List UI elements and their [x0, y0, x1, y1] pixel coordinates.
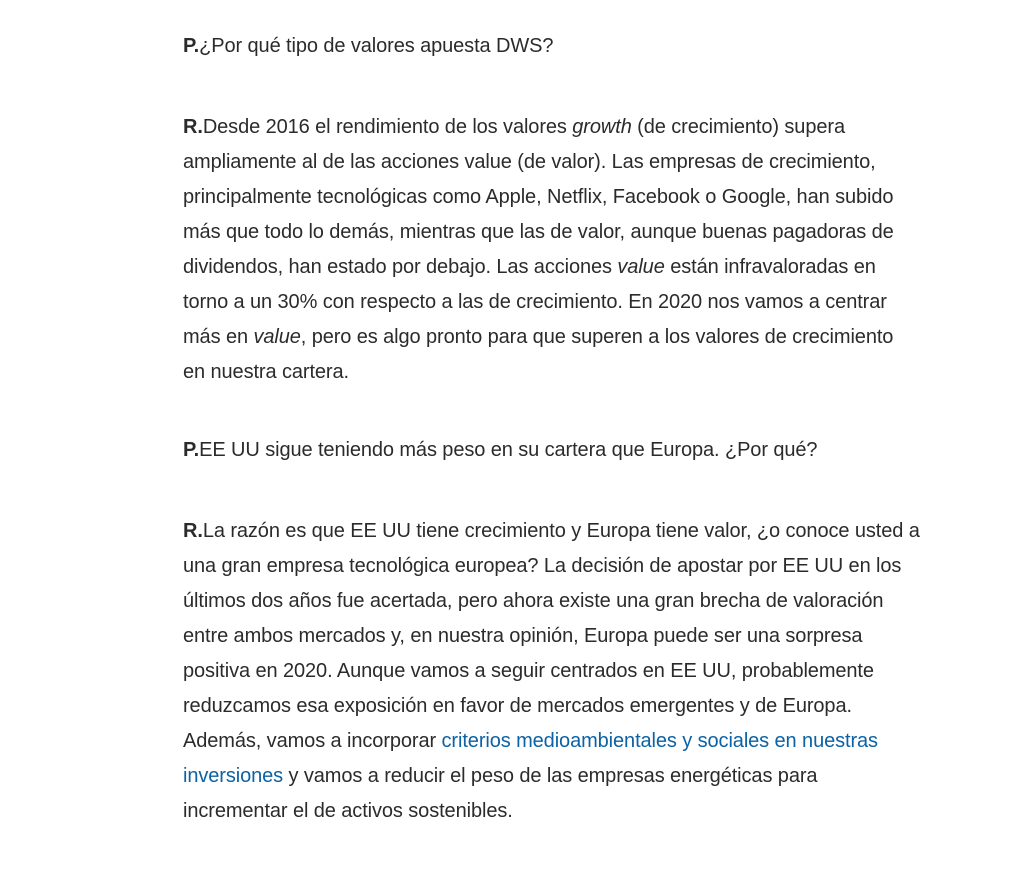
text-line [183, 145, 993, 180]
text-segment: (de crecimiento) supera [631, 116, 845, 138]
text-line [183, 619, 993, 654]
text-segment: y vamos a reducir el peso de las empresas energéticas para [283, 765, 818, 787]
question-label: P. [183, 439, 200, 461]
article-body [183, 29, 993, 872]
text-segment: dividendos, han estado por debajo. Las acciones [183, 256, 618, 278]
text-line [183, 433, 993, 468]
text-segment: ampliamente al de las acciones value (de valor). Las empresas de crecimiento, [183, 151, 876, 173]
text-line [183, 654, 993, 689]
text-line [183, 355, 993, 390]
text-segment: Desde 2016 el rendimiento de los valores [202, 116, 573, 138]
question-paragraph [183, 29, 993, 64]
emphasized-text: value [253, 326, 301, 348]
text-segment: una gran empresa tecnológica europea? La decisión de apostar por EE UU en los [183, 555, 902, 577]
emphasized-text: growth [572, 116, 632, 138]
text-line [183, 29, 993, 64]
answer-label: R. [183, 116, 203, 138]
text-segment: positiva en 2020. Aunque vamos a seguir centrados en EE UU, probablemente [183, 660, 874, 682]
text-line [183, 250, 993, 285]
text-line [183, 285, 993, 320]
text-line [183, 110, 993, 145]
text-line [183, 514, 993, 549]
text-segment: principalmente tecnológicas como Apple, Netflix, Facebook o Google, han subido [183, 186, 894, 208]
text-segment: últimos dos años fue acertada, pero ahora existe una gran brecha de valoración [183, 590, 884, 612]
text-segment: Además, vamos a incorporar [183, 730, 442, 752]
text-line [183, 215, 993, 250]
text-line [183, 794, 993, 829]
text-line [183, 759, 993, 794]
text-segment: ¿Por qué tipo de valores apuesta DWS? [199, 35, 554, 57]
text-segment: EE UU sigue teniendo más peso en su cartera que Europa. ¿Por qué? [199, 439, 818, 461]
text-segment: en nuestra cartera. [183, 361, 349, 383]
text-segment: torno a un 30% con respecto a las de crecimiento. En 2020 nos vamos a centrar [183, 291, 887, 313]
text-line [183, 320, 993, 355]
text-line [183, 724, 993, 759]
answer-paragraph [183, 514, 993, 829]
article-link[interactable]: criterios medioambientales y sociales en nuestras [441, 730, 878, 752]
text-segment: entre ambos mercados y, en nuestra opinión, Europa puede ser una sorpresa [183, 625, 863, 647]
question-paragraph [183, 433, 993, 468]
text-segment: reduzcamos esa exposición en favor de mercados emergentes y de Europa. [183, 695, 852, 717]
text-line [183, 549, 993, 584]
question-label: P. [183, 35, 200, 57]
emphasized-text: value [617, 256, 665, 278]
text-line [183, 180, 993, 215]
text-segment: , pero es algo pronto para que superen a los valores de crecimiento [300, 326, 894, 348]
text-segment: más que todo lo demás, mientras que las de valor, aunque buenas pagadoras de [183, 221, 894, 243]
text-segment: La razón es que EE UU tiene crecimiento y Europa tiene valor, ¿o conoce usted a [202, 520, 920, 542]
text-line [183, 689, 993, 724]
text-line [183, 584, 993, 619]
answer-label: R. [183, 520, 203, 542]
text-segment: están infravaloradas en [664, 256, 876, 278]
text-segment: más en [183, 326, 254, 348]
text-segment: incrementar el de activos sostenibles. [183, 800, 513, 822]
answer-paragraph [183, 110, 993, 390]
article-link[interactable]: inversiones [183, 765, 284, 787]
